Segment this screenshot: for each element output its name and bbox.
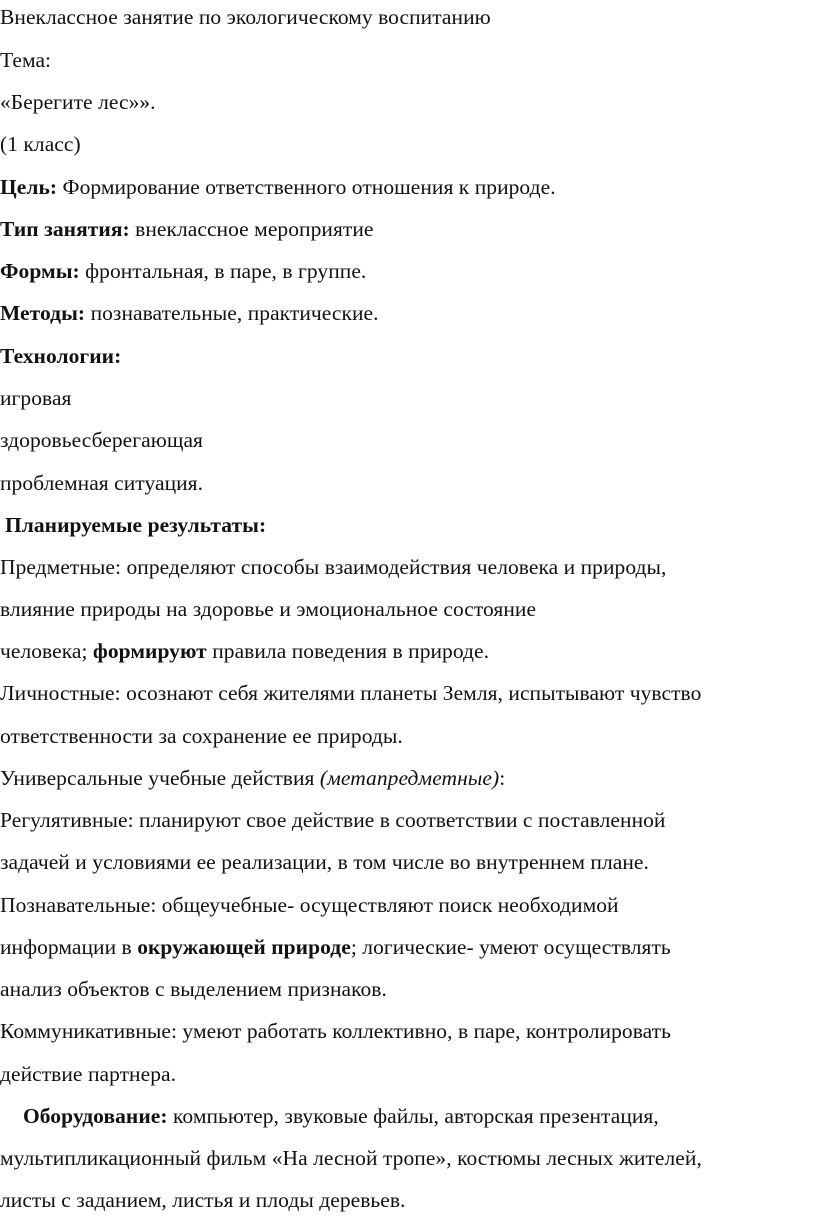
universal-italic: (метапредметные)	[319, 766, 500, 790]
cognitive-line-3: анализ объектов с выделением признаков.	[0, 977, 387, 1001]
cognitive-text-a: информации в	[0, 935, 138, 959]
methods-line	[0, 300, 379, 326]
document-title: Внеклассное занятие по экологическому воспитанию	[0, 5, 491, 29]
cognitive-bold: окружающей природе	[137, 935, 351, 959]
grade-text: (1 класс)	[0, 132, 81, 156]
forms-line	[0, 258, 366, 284]
subject-text-c: правила поведения в природе.	[206, 639, 490, 663]
results-heading: Планируемые результаты:	[5, 513, 267, 537]
equipment-line-1	[23, 1103, 659, 1129]
technology-item: игровая	[0, 386, 72, 410]
regulative-line-2: задачей и условиями ее реализации, в том числе во внутреннем плане.	[0, 850, 649, 874]
goal-line	[0, 174, 556, 200]
subject-line-3	[0, 638, 489, 664]
theme-label: Тема:	[0, 48, 52, 72]
lesson-type-text: внеклассное мероприятие	[129, 217, 374, 241]
personal-line-2: ответственности за сохранение ее природы.	[0, 724, 403, 748]
communicative-line-2: действие партнера.	[0, 1062, 177, 1086]
universal-colon: :	[499, 766, 506, 790]
equipment-text: компьютер, звуковые файлы, авторская презентация,	[167, 1104, 659, 1128]
personal-line-1: Личностные: осознают себя жителями планеты Земля, испытывают чувство	[0, 681, 702, 705]
subject-line-2: влияние природы на здоровье и эмоциональное состояние	[0, 597, 537, 621]
cognitive-text-c: ; логические- умеют осуществлять	[350, 935, 671, 959]
technologies-label: Технологии:	[0, 344, 122, 368]
cognitive-line-2	[0, 934, 671, 960]
communicative-line-1: Коммуникативные: умеют работать коллективно, в паре, контролировать	[0, 1019, 671, 1043]
lesson-type-line	[0, 216, 373, 242]
methods-label: Методы:	[0, 301, 86, 325]
subject-line-1: Предметные: определяют способы взаимодействия человека и природы,	[0, 555, 667, 579]
forms-label: Формы:	[0, 259, 80, 283]
forms-text: фронтальная, в паре, в группе.	[79, 259, 367, 283]
equipment-line-2: мультипликационный фильм «На лесной тропе», костюмы лесных жителей,	[0, 1146, 702, 1170]
equipment-line-3: листы с заданием, листья и плоды деревьев.	[0, 1188, 406, 1212]
universal-text: Универсальные учебные действия	[0, 766, 320, 790]
technology-item: здоровьесберегающая	[0, 428, 203, 452]
goal-label: Цель:	[0, 175, 58, 199]
goal-text: Формирование ответственного отношения к природе.	[57, 175, 556, 199]
cognitive-line-1: Познавательные: общеучебные- осуществляют поиск необходимой	[0, 893, 619, 917]
theme-value: «Берегите лес»».	[0, 90, 156, 114]
technology-item: проблемная ситуация.	[0, 471, 204, 495]
subject-bold: формируют	[92, 639, 207, 663]
lesson-type-label: Тип занятия:	[0, 217, 130, 241]
regulative-line-1: Регулятивные: планируют свое действие в соответствии с поставленной	[0, 808, 666, 832]
subject-text-a: человека;	[0, 639, 93, 663]
universal-line	[0, 765, 505, 791]
methods-text: познавательные, практические.	[85, 301, 379, 325]
equipment-label: Оборудование:	[23, 1104, 168, 1128]
